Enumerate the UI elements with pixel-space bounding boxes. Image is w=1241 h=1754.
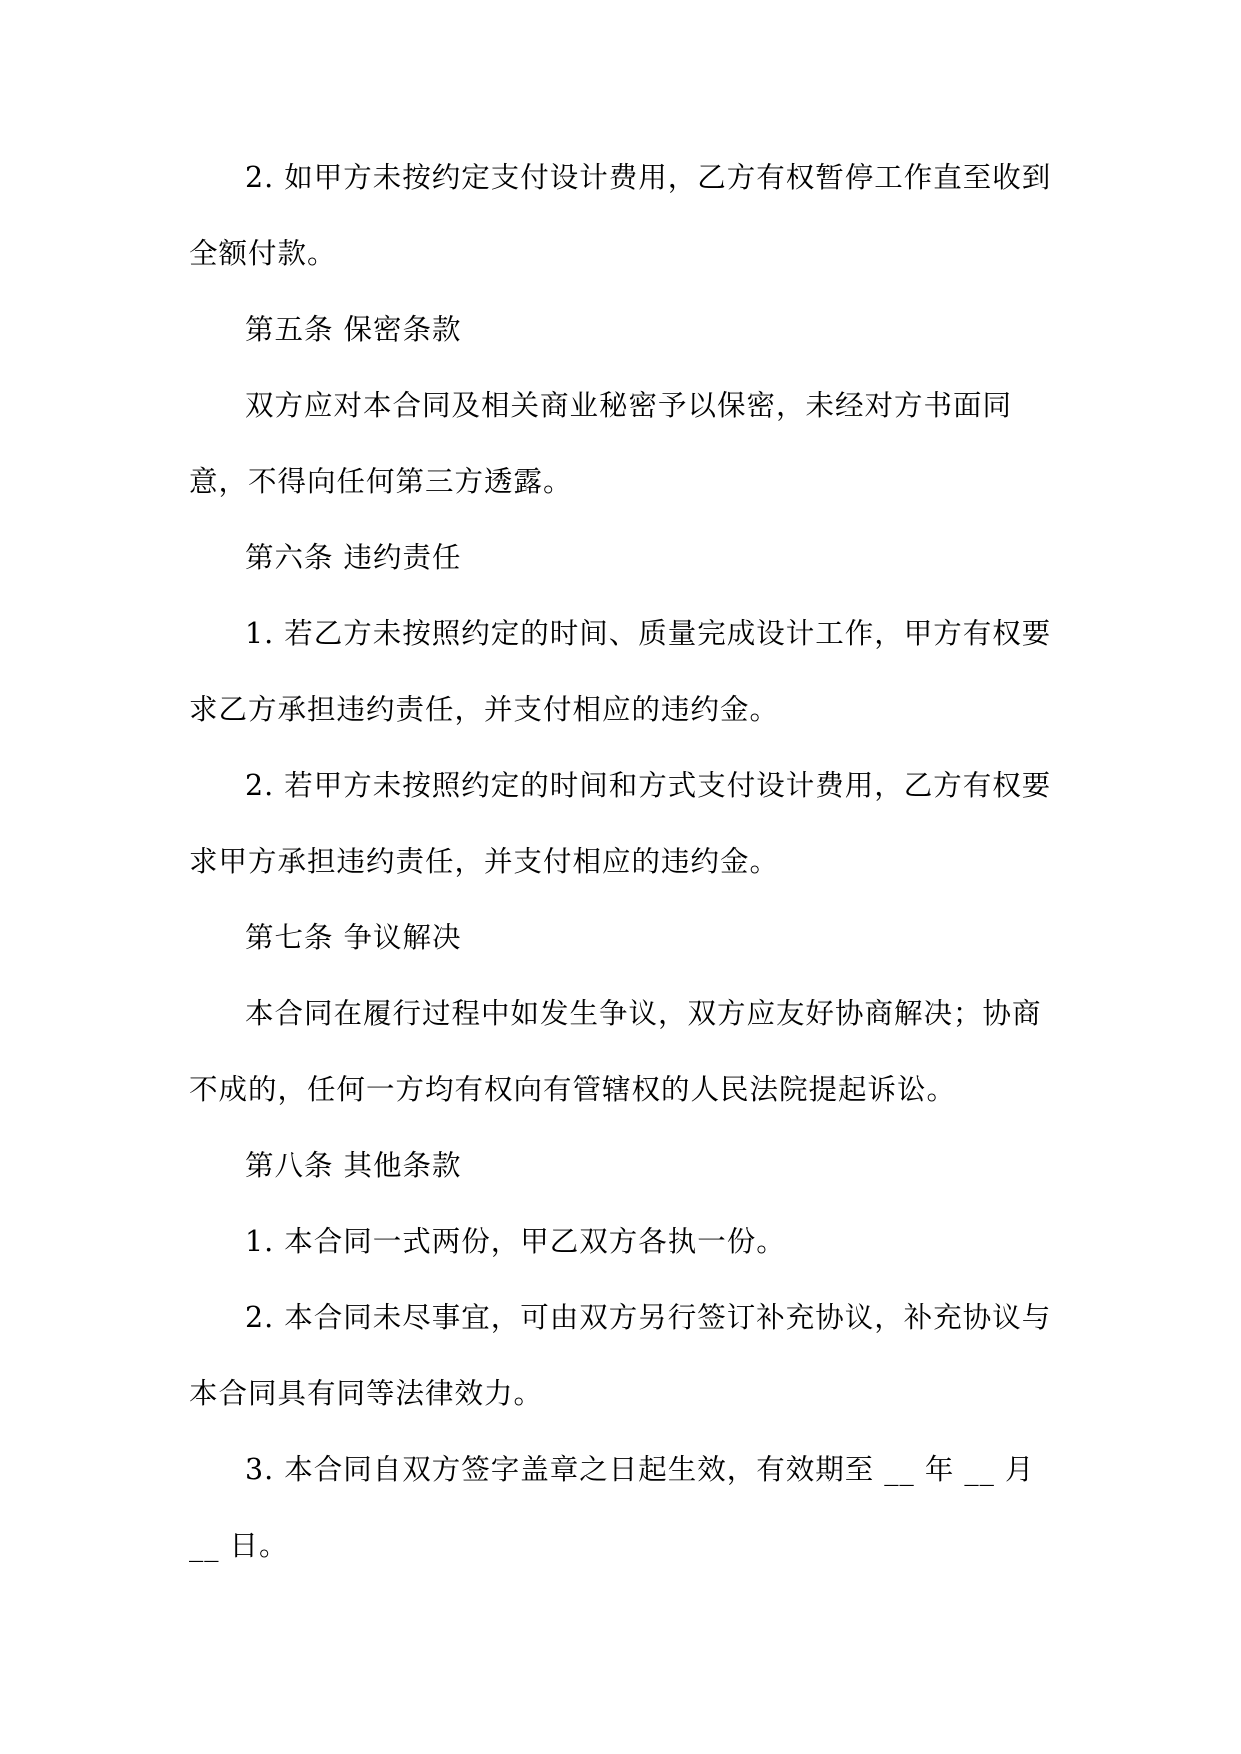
article-8-item-1: 1. 本合同一式两份，甲乙双方各执一份。 xyxy=(245,1225,786,1258)
article-5-text: 双方应对本合同及相关商业秘密予以保密，未经对方书面同意，不得向任何第三方透露。 xyxy=(189,389,1013,498)
article-8-heading: 第八条 其他条款 xyxy=(245,1149,462,1182)
article-8-item-3: 3. 本合同自双方签字盖章之日起生效，有效期至 __ 年 __ 月 __ 日。 xyxy=(189,1453,1035,1562)
article-8-item-2: 2. 本合同未尽事宜，可由双方另行签订补充协议，补充协议与本合同具有同等法律效力。 xyxy=(189,1301,1052,1410)
contract-body xyxy=(189,140,1055,1584)
article-6-item-1: 1. 若乙方未按照约定的时间、质量完成设计工作，甲方有权要求乙方承担违约责任，并支付相应的违约金。 xyxy=(189,617,1052,726)
article-7-heading: 第七条 争议解决 xyxy=(245,921,462,954)
article-6-item-2: 2. 若甲方未按照约定的时间和方式支付设计费用，乙方有权要求甲方承担违约责任，并支付相应的违约金。 xyxy=(189,769,1052,878)
clause-4-item-2: 2. 如甲方未按约定支付设计费用，乙方有权暂停工作直至收到全额付款。 xyxy=(189,161,1052,270)
article-6-heading: 第六条 违约责任 xyxy=(245,541,462,574)
article-5-heading: 第五条 保密条款 xyxy=(245,313,462,346)
article-7-text: 本合同在履行过程中如发生争议，双方应友好协商解决；协商不成的，任何一方均有权向有管辖权的人民法院提起诉讼。 xyxy=(189,997,1042,1106)
